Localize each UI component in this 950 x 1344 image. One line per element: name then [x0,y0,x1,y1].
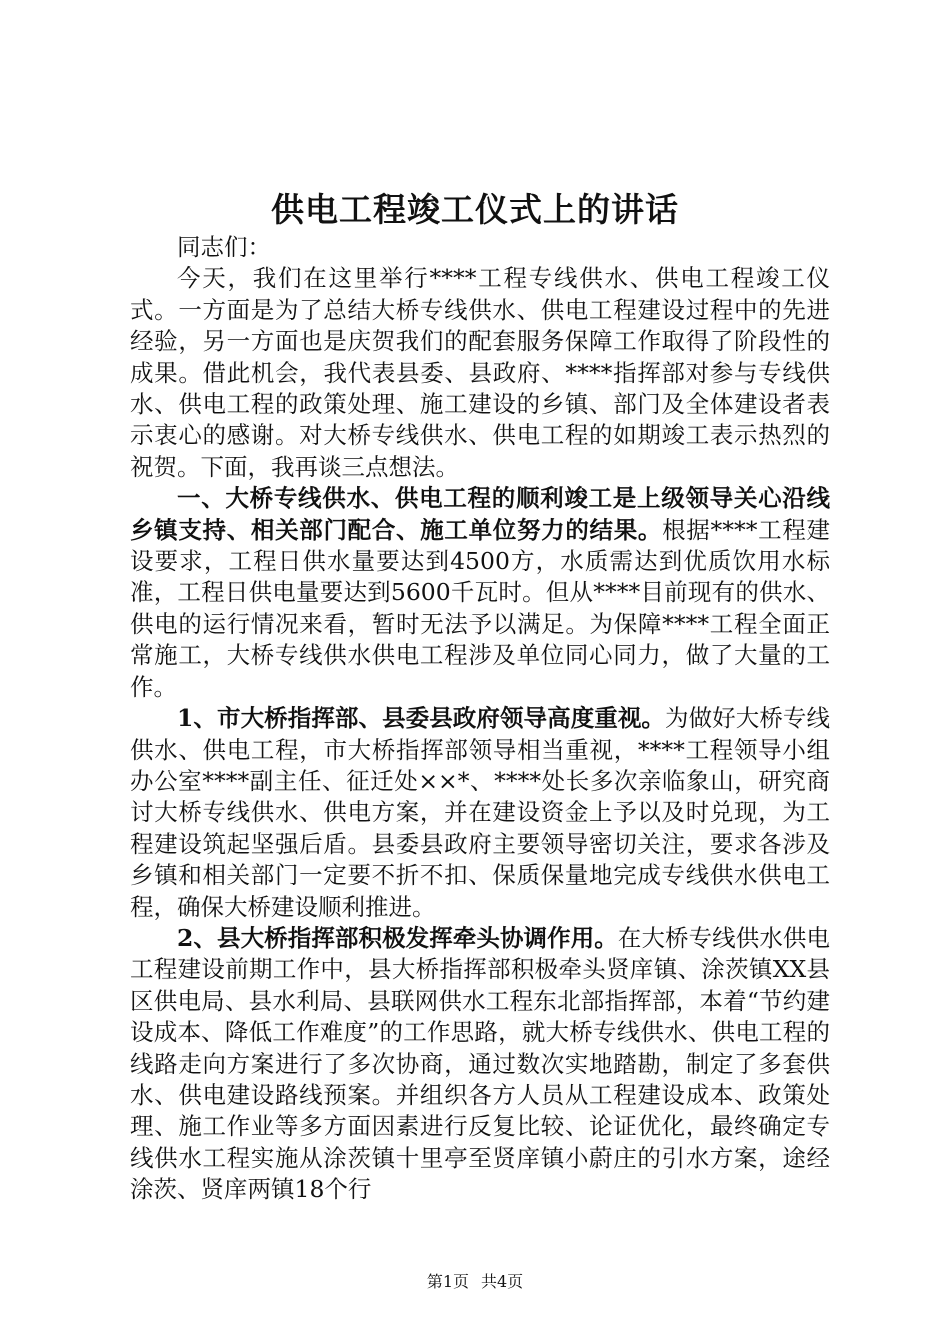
page-number: 第1页 [426,1272,469,1291]
section-1-paragraph [130,483,830,703]
document-body [130,232,830,1206]
point-2-heading: 2、县大桥指挥部积极发挥牵头协调作用。 [177,923,618,952]
point-1-heading: 1、市大桥指挥部、县委县政府领导高度重视。 [177,704,666,733]
point-2-text: 在大桥专线供水供电工程建设前期工作中，县大桥指挥部积极牵头贤庠镇、涂茨镇XX县区供电局、县水利局、县联网供水工程东北部指挥部，本着“节约建设成本、降低工作难度”的工作思路，就大桥专线供水、供电工程的线路走向方案进行了多次协商，通过数次实地踏勘，制定了多套供水、供电建设路线预案。并组织各方人员从工程建设成本、政策处理、施工作业等多方面因素进行反复比较、论证优化，最终确定专线供水工程实施从涂茨镇十里亭至贤庠镇小蔚庄的引水方案，途经涂茨、贤庠两镇18个行 [130,923,830,1204]
section-1-heading: 一、大桥专线供水、供电工程的顺利竣工是上级领导关心沿线乡镇支持、相关部门配合、施工单位努力的结果。 [130,484,830,544]
point-1-text: 为做好大桥专线供水、供电工程，市大桥指挥部领导相当重视，****工程领导小组办公室****副主任、征迁处××*、****处长多次亲临象山，研究商讨大桥专线供水、供电方案，并在建设资金上予以及时兑现，为工程建设筑起坚强后盾。县委县政府主要领导密切关注，要求各涉及乡镇和相关部门一定要不折不扣、保质保量地完成专线供水供电工程，确保大桥建设顺利推进。 [130,704,830,921]
page-total: 共4页 [481,1272,524,1291]
intro-paragraph: 今天，我们在这里举行****工程专线供水、供电工程竣工仪式。一方面是为了总结大桥专线供水、供电工程建设过程中的先进经验，另一方面也是庆贺我们的配套服务保障工作取得了阶段性的成果。借此机会，我代表县委、县政府、****指挥部对参与专线供水、供电工程的政策处理、施工建设的乡镇、部门及全体建设者表示衷心的感谢。对大桥专线供水、供电工程的如期竣工表示热烈的祝贺。下面，我再谈三点想法。 [130,264,830,481]
section-1-text: 根据****工程建设要求，工程日供水量要达到4500方，水质需达到优质饮用水标准，工程日供电量要达到5600千瓦时。但从****目前现有的供水、供电的运行情况来看，暂时无法予以满足。为保障****工程全面正常施工，大桥专线供水供电工程涉及单位同心同力，做了大量的工作。 [130,515,831,701]
point-2-paragraph [130,923,830,1206]
page-footer [0,1271,950,1293]
greeting-paragraph: 同志们： [177,233,271,261]
point-1-paragraph [130,703,830,923]
document-title: 供电工程竣工仪式上的讲话 [271,190,679,229]
